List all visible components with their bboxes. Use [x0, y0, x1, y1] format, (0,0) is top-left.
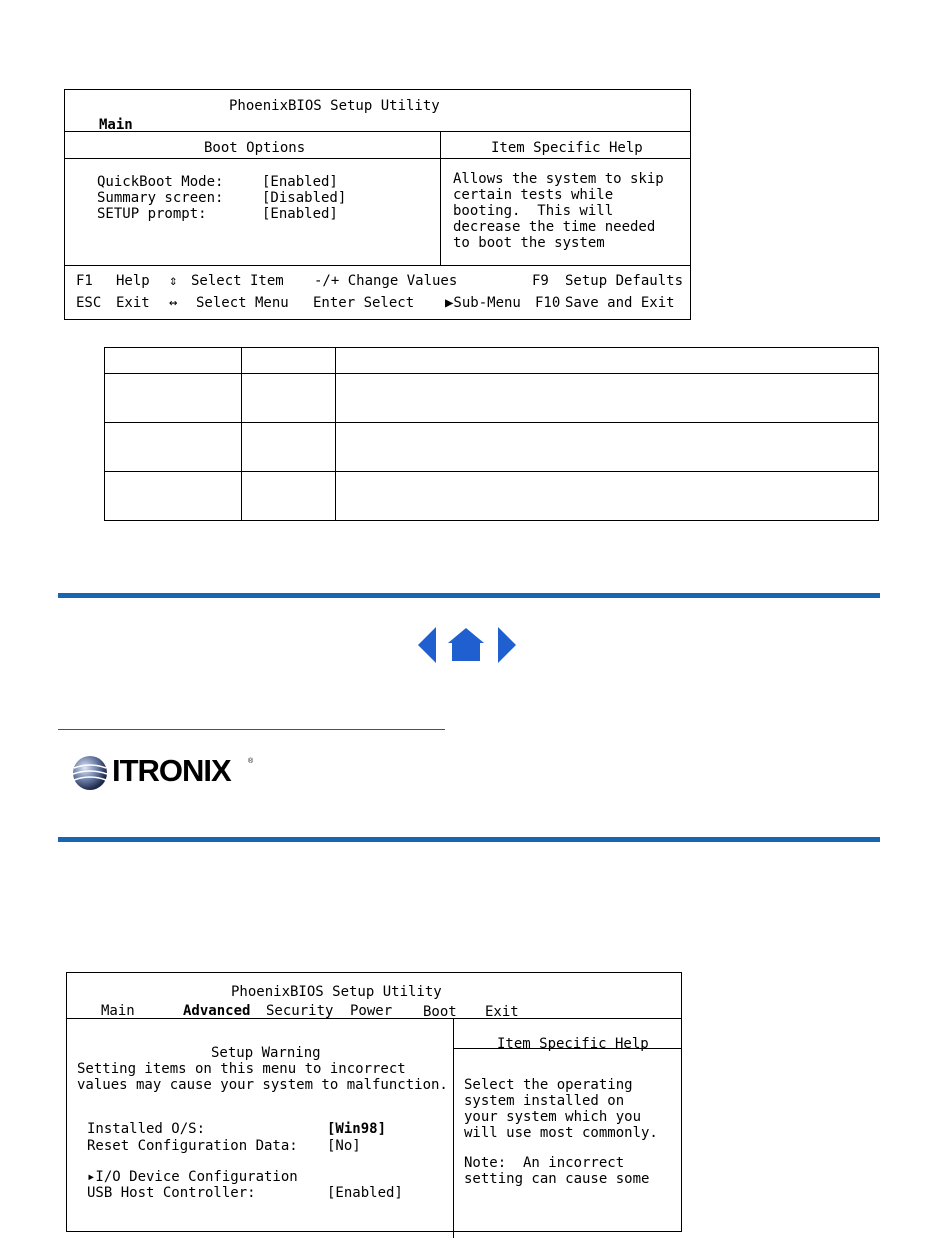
help-line: Allows the system to skip — [453, 171, 664, 187]
bios-advanced-screen — [66, 972, 682, 1232]
settings-description-table — [104, 347, 879, 521]
table-row — [105, 472, 879, 521]
key-setup-defaults-label: Setup Defaults — [565, 273, 684, 289]
help-line: Note: An incorrect — [464, 1155, 625, 1171]
logo-text: ITRONIX — [112, 753, 231, 788]
warning-line: values may cause your system to malfunction. — [77, 1077, 448, 1093]
help-line: setting can cause some — [464, 1171, 650, 1187]
table-cell — [336, 472, 879, 521]
table-cell — [336, 374, 879, 423]
menu-item-advanced[interactable]: Advanced — [183, 1003, 251, 1019]
table-header-row — [105, 348, 879, 374]
section-title-item-help: Item Specific Help — [491, 140, 643, 156]
registered-mark: ® — [248, 758, 254, 765]
key-change-values-label: -/+ Change Values — [314, 273, 458, 289]
home-icon[interactable] — [448, 628, 484, 661]
table-cell — [242, 348, 336, 374]
vertical-divider — [453, 1018, 454, 1238]
table-cell — [336, 348, 879, 374]
submenu-io-device-configuration[interactable]: ▸I/O Device Configuration — [87, 1169, 298, 1185]
key-select-item-label: Select Item — [191, 273, 284, 289]
table-cell — [242, 423, 336, 472]
option-label: Summary screen: — [97, 190, 224, 206]
help-line: decrease the time needed — [453, 219, 656, 235]
divider — [65, 131, 690, 132]
key-select-menu-label: Select Menu — [196, 295, 289, 311]
divider — [67, 1018, 681, 1019]
table-cell — [105, 348, 242, 374]
page-navigation — [418, 627, 518, 663]
globe-icon — [72, 753, 108, 793]
option-label: SETUP prompt: — [97, 206, 207, 222]
table-cell — [105, 374, 242, 423]
key-help-label: Help — [116, 273, 150, 289]
help-line: booting. This will — [453, 203, 614, 219]
table-cell — [242, 374, 336, 423]
next-arrow-icon[interactable] — [498, 627, 516, 663]
installed-os-value[interactable]: [Win98] — [327, 1121, 387, 1137]
menu-item-main[interactable]: Main — [99, 117, 133, 133]
option-label: Reset Configuration Data: — [87, 1138, 298, 1154]
key-enter-select-label: Enter Select — [313, 295, 415, 311]
reset-config-data-value[interactable]: [No] — [327, 1138, 361, 1154]
leftright-arrow-icon: ↔ — [169, 295, 178, 311]
menu-item-exit[interactable]: Exit — [485, 1004, 519, 1020]
section-title-boot-options: Boot Options — [204, 140, 306, 156]
summary-screen-value[interactable]: [Disabled] — [262, 190, 347, 206]
key-f9: F9 — [532, 273, 549, 289]
divider — [453, 1048, 681, 1049]
usb-host-controller-value[interactable]: [Enabled] — [327, 1185, 403, 1201]
menu-item-boot[interactable]: Boot — [423, 1004, 457, 1020]
section-title-item-help: Item Specific Help — [497, 1036, 649, 1052]
key-f10: F10 — [535, 295, 561, 311]
key-submenu-label: ▶Sub-Menu — [445, 295, 521, 311]
bios-title: PhoenixBIOS Setup Utility — [231, 984, 442, 1000]
table-cell — [105, 423, 242, 472]
help-line: Select the operating — [464, 1077, 633, 1093]
help-line: will use most commonly. — [464, 1125, 658, 1141]
vertical-divider — [440, 131, 441, 265]
table-row — [105, 423, 879, 472]
setup-prompt-value[interactable]: [Enabled] — [262, 206, 338, 222]
bios-advanced-screen-crop — [66, 972, 682, 1201]
prev-arrow-icon[interactable] — [418, 627, 436, 663]
bios-title: PhoenixBIOS Setup Utility — [229, 98, 440, 114]
menu-item-main[interactable]: Main — [101, 1003, 135, 1019]
key-save-exit-label: Save and Exit — [565, 295, 675, 311]
table-cell — [105, 472, 242, 521]
itronix-logo[interactable] — [72, 753, 272, 793]
table-row — [105, 374, 879, 423]
help-line: to boot the system — [453, 235, 605, 251]
bios-boot-options-screen — [64, 89, 691, 320]
table-cell — [336, 423, 879, 472]
help-line: system installed on — [464, 1093, 625, 1109]
help-line: certain tests while — [453, 187, 614, 203]
section-divider — [58, 837, 880, 842]
menu-item-security[interactable]: Security — [266, 1003, 334, 1019]
setup-warning-title: Setup Warning — [211, 1045, 321, 1061]
option-label: QuickBoot Mode: — [97, 174, 224, 190]
section-divider — [58, 593, 880, 598]
key-exit-label: Exit — [116, 295, 150, 311]
help-line: your system which you — [464, 1109, 642, 1125]
divider — [65, 265, 690, 266]
key-f1: F1 — [76, 273, 93, 289]
key-esc: ESC — [76, 295, 102, 311]
updown-arrow-icon: ⇕ — [169, 273, 178, 289]
warning-line: Setting items on this menu to incorrect — [77, 1061, 406, 1077]
menu-item-power[interactable]: Power — [350, 1003, 393, 1019]
link-underline — [58, 729, 445, 730]
table-cell — [242, 472, 336, 521]
quickboot-mode-value[interactable]: [Enabled] — [262, 174, 338, 190]
divider — [65, 158, 690, 159]
option-label: USB Host Controller: — [87, 1185, 256, 1201]
option-label: Installed O/S: — [87, 1121, 206, 1137]
